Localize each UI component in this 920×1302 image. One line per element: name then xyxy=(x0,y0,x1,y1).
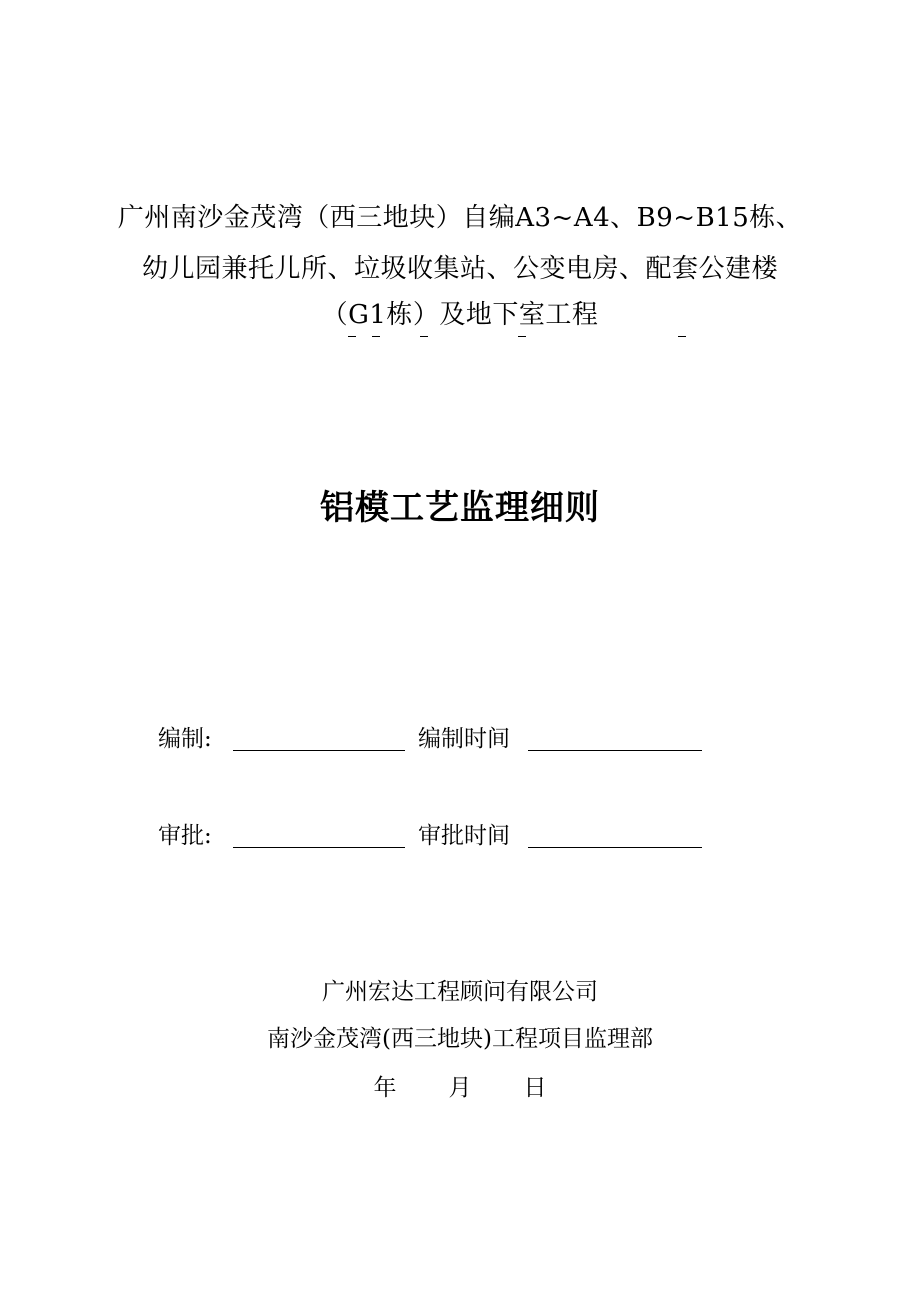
text-fragment-mark xyxy=(372,336,380,340)
project-title-line-1: 广州南沙金茂湾（西三地块）自编A3~A4、B9~B15栋、 xyxy=(117,203,803,233)
text-fragment-mark xyxy=(518,336,526,340)
compile-row xyxy=(158,724,718,754)
approve-row xyxy=(158,821,718,851)
approve-label: 审批: xyxy=(158,823,212,849)
compile-time-label: 编制时间 xyxy=(418,726,510,752)
text-fragment-mark xyxy=(420,336,428,340)
project-title-line-2: 幼儿园兼托儿所、垃圾收集站、公变电房、配套公建楼 xyxy=(141,254,778,284)
date-line xyxy=(0,1074,920,1102)
compile-label: 编制: xyxy=(158,726,212,752)
truncated-text-fragment xyxy=(0,336,920,344)
company-name: 广州宏达工程顾问有限公司 xyxy=(322,979,598,1005)
document-title: 铝模工艺监理细则 xyxy=(320,488,600,528)
compile-time-blank xyxy=(528,750,702,751)
text-fragment-mark xyxy=(348,336,356,340)
approver-signature-blank xyxy=(233,847,405,848)
approve-time-label: 审批时间 xyxy=(418,823,510,849)
approve-time-blank xyxy=(528,847,702,848)
date-month-label: 月 xyxy=(448,1075,472,1101)
date-day-label: 日 xyxy=(523,1075,547,1101)
project-department: 南沙金茂湾(西三地块)工程项目监理部 xyxy=(267,1026,653,1052)
compiler-signature-blank xyxy=(233,750,405,751)
date-year-label: 年 xyxy=(373,1075,397,1101)
text-fragment-mark xyxy=(678,336,686,340)
project-title-line-3: （G1栋）及地下室工程 xyxy=(321,300,599,330)
